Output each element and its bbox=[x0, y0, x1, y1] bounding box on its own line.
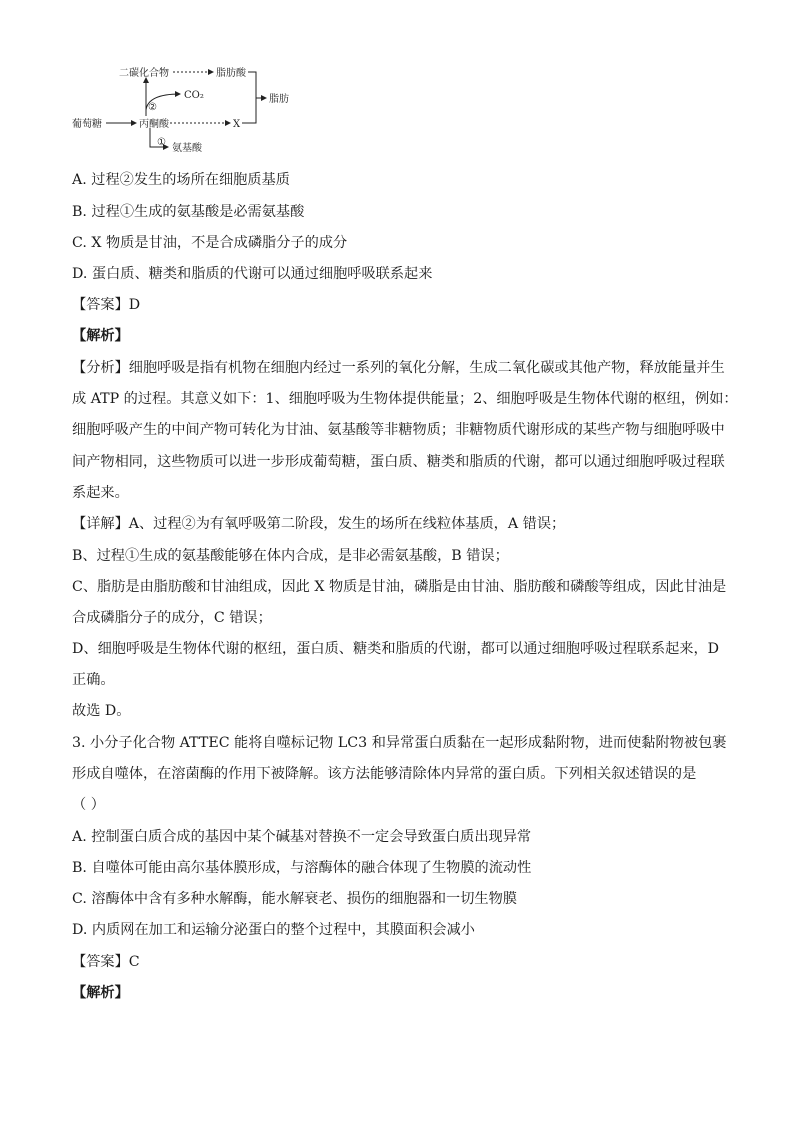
q3-option-d: D. 内质网在加工和运输分泌蛋白的整个过程中，其膜面积会减小 bbox=[72, 922, 475, 938]
q3-answer: 【答案】C bbox=[72, 954, 140, 970]
q2-detail-line-3: C、脂肪是由脂肪酸和甘油组成，因此 X 物质是甘油，磷脂是由甘油、脂肪酸和磷酸等组成，因此甘油是 bbox=[72, 579, 727, 595]
q2-option-c: C. X 物质是甘油，不是合成磷脂分子的成分 bbox=[72, 235, 348, 251]
q2-option-d: D. 蛋白质、糖类和脂质的代谢可以通过细胞呼吸联系起来 bbox=[72, 266, 433, 282]
q3-option-a: A. 控制蛋白质合成的基因中某个碱基对替换不一定会导致蛋白质出现异常 bbox=[72, 829, 532, 845]
q2-answer: 【答案】D bbox=[72, 297, 141, 313]
q2-conclusion: 故选 D。 bbox=[72, 703, 131, 719]
diagram-co2: CO₂ bbox=[184, 90, 204, 101]
q2-option-a: A. 过程②发生的场所在细胞质基质 bbox=[72, 172, 290, 188]
diagram-pyruvate: 丙酮酸 bbox=[139, 119, 169, 130]
q2-option-b: B. 过程①生成的氨基酸是必需氨基酸 bbox=[72, 204, 305, 220]
q3-option-c: C. 溶酶体中含有多种水解酶，能水解衰老、损伤的细胞器和一切生物膜 bbox=[72, 891, 517, 907]
q2-analysis-line-3: 细胞呼吸产生的中间产物可转化为甘油、氨基酸等非糖物质；非糖物质代谢形成的某些产物与细胞呼吸中 bbox=[72, 422, 725, 438]
q2-detail-line-2: B、过程①生成的氨基酸能够在体内合成，是非必需氨基酸，B 错误； bbox=[72, 548, 509, 564]
q3-analysis-label: 【解析】 bbox=[72, 985, 129, 1001]
diagram-fat: 脂肪 bbox=[269, 94, 289, 105]
q3-stem-line-1: 3. 小分子化合物 ATTEC 能将自噬标记物 LC3 和异常蛋白质黏在一起形成黏附物，进而使黏附物被包裹 bbox=[72, 735, 727, 751]
q2-analysis-line-5: 系起来。 bbox=[72, 485, 129, 501]
diagram-amino-acid: 氨基酸 bbox=[172, 143, 202, 154]
diagram-glucose: 葡萄糖 bbox=[72, 119, 102, 130]
diagram-step-1: ① bbox=[157, 137, 166, 148]
q2-detail-line-1: 【详解】A、过程②为有氧呼吸第二阶段，发生的场所在线粒体基质，A 错误； bbox=[72, 516, 566, 532]
q3-option-b: B. 自噬体可能由高尔基体膜形成，与溶酶体的融合体现了生物膜的流动性 bbox=[72, 860, 532, 876]
q3-stem-line-2: 形成自噬体，在溶菌酶的作用下被降解。该方法能够清除体内异常的蛋白质。下列相关叙述错误的是 bbox=[72, 766, 697, 782]
q2-detail-line-5: D、细胞呼吸是生物体代谢的枢纽，蛋白质、糖类和脂质的代谢，都可以通过细胞呼吸过程联系起来，D bbox=[72, 641, 720, 657]
q3-stem-line-3: （ ） bbox=[72, 797, 105, 813]
q2-detail-line-6: 正确。 bbox=[72, 672, 115, 688]
metabolism-diagram bbox=[70, 58, 320, 158]
diagram-fatty-acid: 脂肪酸 bbox=[216, 68, 246, 79]
diagram-step-2: ② bbox=[148, 102, 157, 113]
q2-analysis-line-2: 成 ATP 的过程。其意义如下：1、细胞呼吸为生物体提供能量；2、细胞呼吸是生物体代谢的枢纽，例如： bbox=[72, 391, 738, 407]
q2-analysis-line-1: 【分析】细胞呼吸是指有机物在细胞内经过一系列的氧化分解，生成二氧化碳或其他产物，释放能量并生 bbox=[72, 360, 725, 376]
q2-analysis-line-4: 间产物相同，这些物质可以进一步形成葡萄糖，蛋白质、糖类和脂质的代谢，都可以通过细胞呼吸过程联 bbox=[72, 454, 725, 470]
diagram-two-carbon: 二碳化合物 bbox=[119, 68, 169, 79]
q2-analysis-label: 【解析】 bbox=[72, 328, 129, 344]
q2-detail-line-4: 合成磷脂分子的成分，C 错误； bbox=[72, 610, 272, 626]
diagram-x: X bbox=[233, 119, 241, 130]
